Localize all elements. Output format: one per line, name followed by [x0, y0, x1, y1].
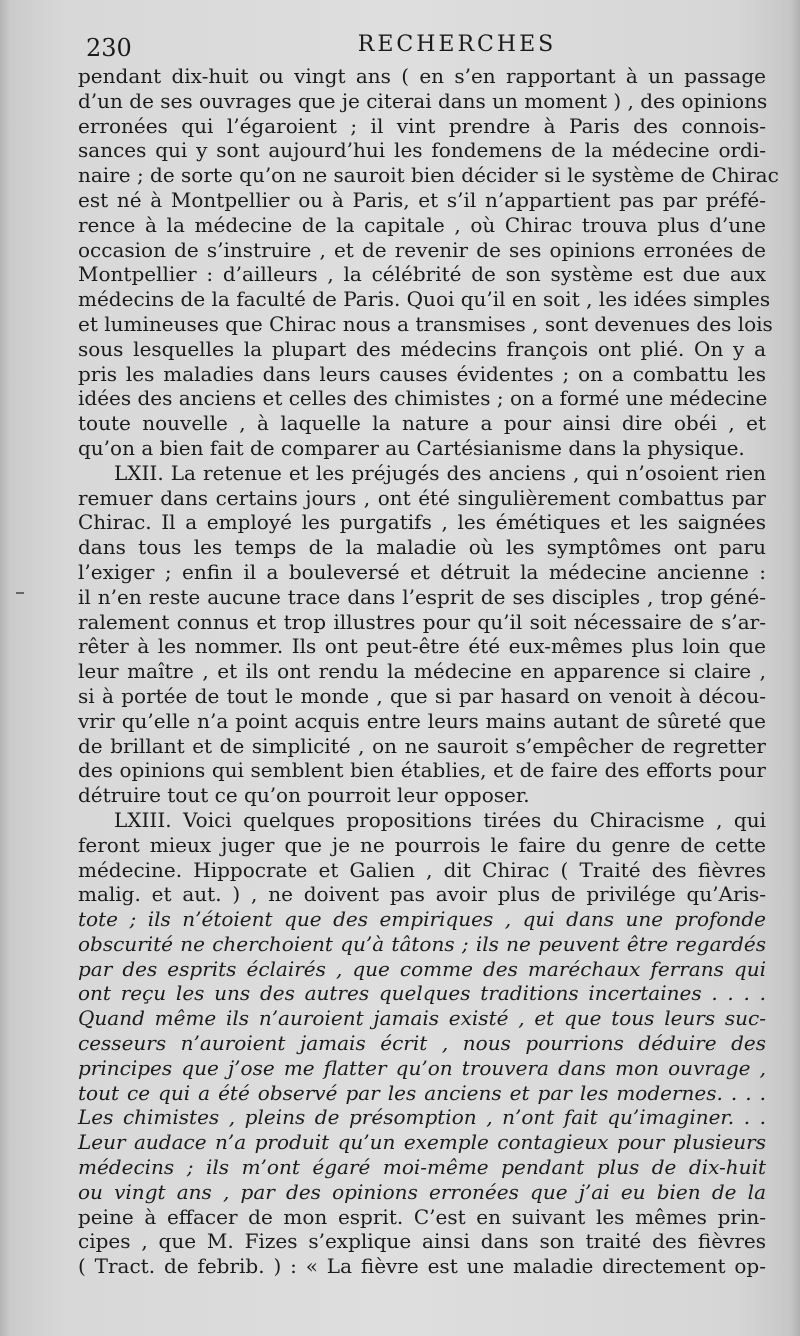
text-line: rence à la médecine de la capitale , où Chirac trouva plus d’une — [78, 212, 766, 237]
page-header — [78, 30, 766, 64]
text-line: LXIII. Voici quelques propositions tirées du Chiracisme , qui — [114, 807, 766, 832]
text-line: est né à Montpellier ou à Paris, et s’il n’appartient pas par préfé- — [78, 187, 766, 212]
text-line: cesseurs n’auroient jamais écrit , nous pourrions déduire des — [78, 1031, 766, 1056]
text-line: des opinions qui semblent bien établies, et de faire des efforts pour — [78, 758, 766, 783]
text-line: ont reçu les uns des autres quelques traditions incertaines . . . . — [78, 981, 766, 1006]
text-line: remuer dans certains jours , ont été singulièrement combattus par — [78, 485, 766, 510]
text-line: obscurité ne cherchoient qu’à tâtons ; ils ne peuvent être regardés — [78, 931, 766, 956]
running-title: RECHERCHES — [357, 32, 557, 57]
text-line: malig. et aut. ) , ne doivent pas avoir plus de privilége qu’Aris- — [78, 882, 766, 907]
text-line: l’exiger ; enfin il a bouleversé et détruit la médecine ancienne : — [78, 559, 766, 584]
text-line: cipes , que M. Fizes s’explique ainsi dans son traité des fièvres — [78, 1229, 766, 1254]
text-line: qu’on a bien fait de comparer au Cartésianisme dans la physique. — [78, 435, 745, 460]
text-line: Chirac. Il a employé les purgatifs , les émétiques et les saignées — [78, 510, 766, 535]
text-line: détruire tout ce qu’on pourroit leur opposer. — [78, 783, 530, 808]
text-line: Quand même ils n’auroient jamais existé , et que tous leurs suc- — [78, 1006, 766, 1031]
text-line: pris les maladies dans leurs causes évidentes ; on a combattu les — [78, 361, 766, 386]
text-line: Montpellier : d’ailleurs , la célébrité de son système est due aux — [78, 262, 766, 287]
text-line: il n’en reste aucune trace dans l’esprit de ses disciples , trop géné- — [78, 584, 766, 609]
text-line: Les chimistes , pleins de présomption , n’ont fait qu’imaginer. . . — [78, 1105, 766, 1130]
text-line: sances qui y sont aujourd’hui les fondemens de la médecine ordi- — [78, 138, 766, 163]
text-line: principes que j’ose me flatter qu’on trouvera dans mon ouvrage , — [78, 1055, 766, 1080]
text-line: tout ce qui a été observé par les anciens et par les modernes. . . . — [78, 1080, 766, 1105]
text-line: LXII. La retenue et les préjugés des anciens , qui n’osoient rien — [114, 460, 766, 485]
text-line: tote ; ils n’étoient que des empiriques , qui dans une profonde — [78, 907, 766, 932]
text-line: pendant dix-huit ou vingt ans ( en s’en rapportant à un passage — [78, 64, 766, 88]
text-line: ralement connus et trop illustres pour qu’il soit nécessaire de s’ar- — [78, 609, 766, 634]
text-line: ( Tract. de febrib. ) : « La fièvre est une maladie directement op- — [78, 1254, 766, 1279]
text-line: rêter à les nommer. Ils ont peut-être été eux-mêmes plus loin que — [78, 634, 766, 659]
text-line: médecine. Hippocrate et Galien , dit Chirac ( Traité des fièvres — [78, 857, 766, 882]
text-line: feront mieux juger que je ne pourrois le faire du genre de cette — [78, 832, 766, 857]
text-line: leur maître , et ils ont rendu la médecine en apparence si claire , — [78, 659, 766, 684]
scan-shadow-left — [0, 0, 10, 1336]
text-line: sous lesquelles la plupart des médecins françois ont plié. On y a — [78, 336, 766, 361]
text-line: erronées qui l’égaroient ; il vint prendre à Paris des connois- — [78, 113, 766, 138]
text-line: toute nouvelle , à laquelle la nature a pour ainsi dire obéi , et — [78, 411, 766, 436]
text-line: ou vingt ans , par des opinions erronées que j’ai eu bien de la — [78, 1179, 766, 1204]
text-line: de brillant et de simplicité , on ne sauroit s’empêcher de regretter — [78, 733, 766, 758]
margin-dash-mark — [16, 592, 24, 594]
text-line: médecins de la faculté de Paris. Quoi qu’il en soit , les idées simples — [78, 287, 771, 312]
text-line: idées des anciens et celles des chimistes ; on a formé une médecine — [78, 386, 768, 411]
scan-shadow-right — [790, 0, 800, 1336]
text-line: médecins ; ils m’ont égaré moi-même pendant plus de dix-huit — [78, 1155, 766, 1180]
text-line: si à portée de tout le monde , que si par hasard on venoit à décou- — [78, 683, 766, 708]
text-line: et lumineuses que Chirac nous a transmises , sont devenues des lois — [78, 311, 773, 336]
text-line: vrir qu’elle n’a point acquis entre leurs mains autant de sûreté que — [78, 708, 766, 733]
text-line: Leur audace n’a produit qu’un exemple contagieux pour plusieurs — [78, 1130, 766, 1155]
text-line: peine à effacer de mon esprit. C’est en suivant les mêmes prin- — [78, 1204, 766, 1229]
body-text — [78, 64, 779, 1279]
text-line: dans tous les temps de la maladie où les symptômes ont paru — [78, 535, 766, 560]
text-line: d’un de ses ouvrages que je citerai dans un moment ) , des opinions — [78, 88, 768, 113]
text-line: naire ; de sorte qu’on ne sauroit bien décider si le système de Chirac — [78, 163, 779, 188]
text-line: occasion de s’instruire , et de revenir de ses opinions erronées de — [78, 237, 766, 262]
text-line: par des esprits éclairés , que comme des maréchaux ferrans qui — [78, 956, 766, 981]
page-number: 230 — [86, 34, 132, 62]
